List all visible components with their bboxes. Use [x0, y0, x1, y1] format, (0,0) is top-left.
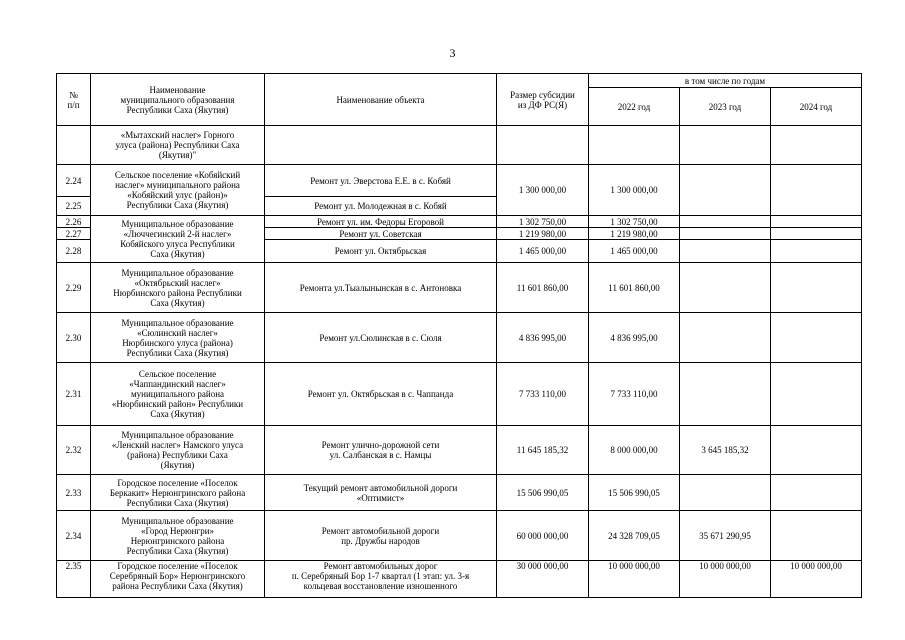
row-2024	[771, 475, 862, 511]
row-object: Ремонт ул. Октябрьская в с. Чаппанда	[265, 363, 497, 426]
row-amount: 30 000 000,00	[497, 561, 589, 598]
row-2023: 35 671 290,95	[680, 511, 771, 561]
row-2022: 11 601 860,00	[589, 263, 680, 313]
row-amount: 7 733 110,00	[497, 363, 589, 426]
continuation-municipality: «Мытахский наслег» Горного улуса (района) Республики Саха (Якутия)"	[91, 126, 265, 165]
row-object: Ремонт ул. Советская	[265, 228, 497, 240]
row-number: 2.35	[57, 561, 91, 598]
header-row	[57, 74, 862, 88]
row-2022: 8 000 000,00	[589, 426, 680, 475]
table-row	[57, 511, 862, 561]
row-2023: 10 000 000,00	[680, 561, 771, 598]
row-municipality: Сельское поселение «Чаппандинский наслег» муниципального района «Нюрбинский район» Республики Саха (Якутия)	[91, 363, 265, 426]
subsidy-table	[56, 73, 862, 598]
row-municipality: Муниципальное образование «Октябрьский наслег» Нюрбинского района Республики Саха (Якутия)	[91, 263, 265, 313]
row-number: 2.28	[57, 240, 91, 263]
row-municipality: Муниципальное образование «Ленский наслег» Намского улуса (района) Республики Саха (Якутия)	[91, 426, 265, 475]
row-object: Ремонт улично-дорожной сети ул. Салбанская в с. Намцы	[265, 426, 497, 475]
row-2024	[771, 511, 862, 561]
continuation-row	[57, 126, 862, 165]
row-2022: 10 000 000,00	[589, 561, 680, 598]
row-2023	[680, 313, 771, 363]
table-row	[57, 313, 862, 363]
table-row	[57, 165, 862, 197]
row-2023: 3 645 185,32	[680, 426, 771, 475]
row-2022: 7 733 110,00	[589, 363, 680, 426]
header-amount: Размер субсидии из ДФ РС(Я)	[497, 74, 589, 126]
table-row	[57, 561, 862, 598]
row-municipality: Сельское поселение «Кобяйский наслег» муниципального района «Кобяйский улус (район)» Республики Саха (Якутия)	[91, 165, 265, 216]
row-object: Ремонт ул. им. Федоры Егоровой	[265, 216, 497, 228]
row-number: 2.24	[57, 165, 91, 197]
row-number: 2.33	[57, 475, 91, 511]
row-2024	[771, 313, 862, 363]
row-number: 2.32	[57, 426, 91, 475]
header-year-2024: 2024 год	[771, 88, 862, 126]
row-municipality: Городское поселение «Поселок Серебряный Бор» Нерюнгринского района Республики Саха (Якутия)	[91, 561, 265, 598]
row-object: Ремонта ул.Тыалынынская в с. Антоновка	[265, 263, 497, 313]
row-number: 2.27	[57, 228, 91, 240]
row-2022: 1 302 750,00	[589, 216, 680, 228]
row-2023	[680, 363, 771, 426]
row-number: 2.30	[57, 313, 91, 363]
row-amount: 1 302 750,00	[497, 216, 589, 228]
row-object: Ремонт ул.Сюлинская в с. Сюля	[265, 313, 497, 363]
header-by-years: в том числе по годам	[589, 74, 862, 88]
row-2022: 1 465 000,00	[589, 240, 680, 263]
header-year-2023: 2023 год	[680, 88, 771, 126]
row-number: 2.34	[57, 511, 91, 561]
row-2024	[771, 263, 862, 313]
row-amount: 11 645 185,32	[497, 426, 589, 475]
row-number: 2.31	[57, 363, 91, 426]
header-number: № п/п	[57, 74, 91, 126]
row-municipality: Муниципальное образование «Город Нерюнгри» Нерюнгринского района Республики Саха (Якутия)	[91, 511, 265, 561]
row-amount: 15 506 990,05	[497, 475, 589, 511]
page-number: 3	[449, 46, 456, 60]
table-row	[57, 363, 862, 426]
row-number: 2.29	[57, 263, 91, 313]
row-municipality: Городское поселение «Поселок Беркакит» Нерюнгринского района Республики Саха (Якутия)	[91, 475, 265, 511]
row-number: 2.25	[57, 197, 91, 216]
row-amount: 1 300 000,00	[497, 165, 589, 216]
row-municipality: Муниципальное образование «Люччегинский 2-й наслег» Кобяйского улуса Республики Саха (Якутия)	[91, 216, 265, 263]
row-2024: 10 000 000,00	[771, 561, 862, 598]
row-amount: 1 219 980,00	[497, 228, 589, 240]
row-object: Ремонт автомобильных дорог п. Серебряный Бор 1-7 квартал (1 этап: ул. 3-я кольцевая восстановление изношенного	[265, 561, 497, 598]
row-2024	[771, 426, 862, 475]
row-object: Ремонт автомобильной дороги пр. Дружбы народов	[265, 511, 497, 561]
row-amount: 1 465 000,00	[497, 240, 589, 263]
table-row	[57, 475, 862, 511]
row-2022: 1 300 000,00	[589, 165, 680, 216]
header-year-2022: 2022 год	[589, 88, 680, 126]
row-municipality: Муниципальное образование «Сюлинский наслег» Нюрбинского улуса (района) Республики Саха (Якутия)	[91, 313, 265, 363]
row-2022: 24 328 709,05	[589, 511, 680, 561]
row-number: 2.26	[57, 216, 91, 228]
header-object: Наименование объекта	[265, 74, 497, 126]
row-2022: 1 219 980,00	[589, 228, 680, 240]
row-2022: 15 506 990,05	[589, 475, 680, 511]
row-object: Текущий ремонт автомобильной дороги «Оптимист»	[265, 475, 497, 511]
row-amount: 4 836 995,00	[497, 313, 589, 363]
header-municipality: Наименование муниципального образования Республики Саха (Якутия)	[91, 74, 265, 126]
row-2023	[680, 475, 771, 511]
row-amount: 11 601 860,00	[497, 263, 589, 313]
table-row	[57, 216, 862, 228]
table-row	[57, 263, 862, 313]
row-2022: 4 836 995,00	[589, 313, 680, 363]
row-2023	[680, 263, 771, 313]
table-row	[57, 426, 862, 475]
row-object: Ремонт ул. Молодежная в с. Кобяй	[265, 197, 497, 216]
row-amount: 60 000 000,00	[497, 511, 589, 561]
row-object: Ремонт ул. Эверстова Е.Е. в с. Кобяй	[265, 165, 497, 197]
row-object: Ремонт ул. Октябрьская	[265, 240, 497, 263]
row-2024	[771, 363, 862, 426]
